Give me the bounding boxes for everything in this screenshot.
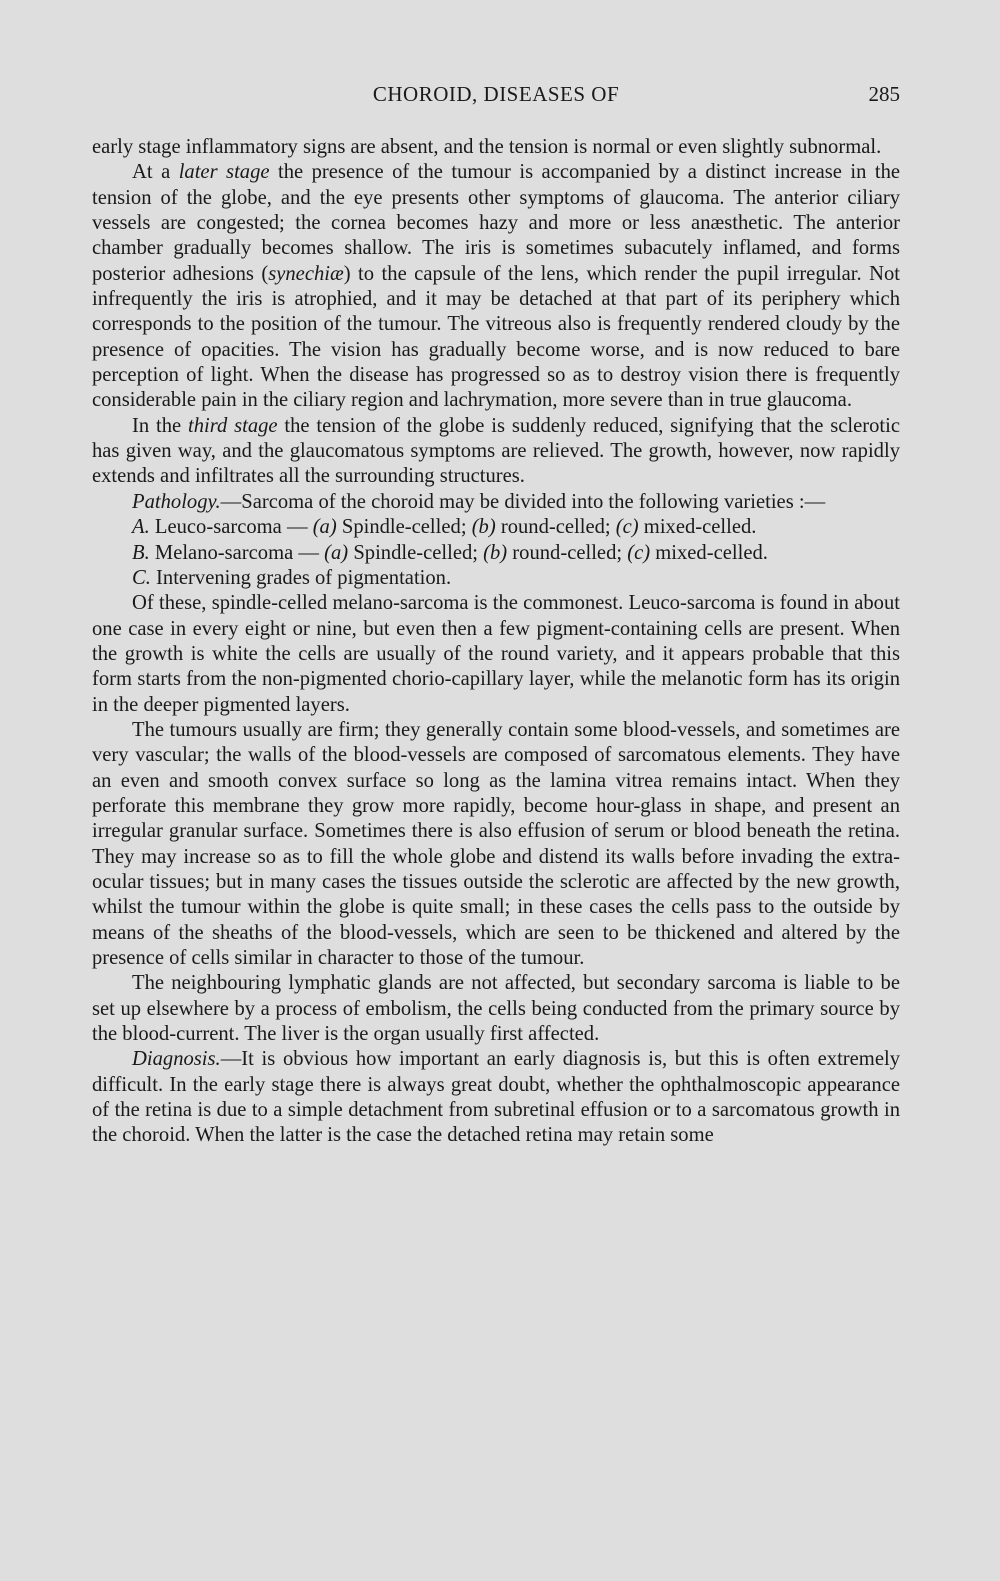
paragraph-diagnosis (92, 1047, 900, 1148)
text-span: the tension of the globe is suddenly reduced, signifying that the sclerotic has given way, and the glaucomatous symptoms are relieved. The growth, however, now rapidly extends and infiltrates all the surrounding structures. (92, 414, 900, 488)
text-span: At a (132, 161, 179, 184)
italic-term: third stage (187, 414, 278, 437)
page-number: 285 (868, 82, 900, 106)
section-heading: Pathology. (132, 490, 221, 513)
list-marker: C. (132, 566, 151, 589)
section-heading: Diagnosis. (132, 1048, 221, 1071)
variety-c (92, 566, 900, 591)
italic-term: synechiæ (268, 262, 344, 285)
sub-marker: (c) (615, 516, 639, 539)
text-span: —Sarcoma of the choroid may be divided into the following varieties :— (220, 490, 826, 513)
text-span: the presence of the tumour is accompanied by a distinct increase in the tension of the globe, and the eye presents other symptoms of glaucoma. The anterior ciliary vessels are congested; the cornea becomes hazy and more or less anæsthetic. The anterior chamber gradually becomes shallow. The iris is sometimes subacutely inflamed, and forms posterior adhesions ( (92, 161, 901, 285)
text-span: mixed-celled. (650, 541, 768, 564)
text-span: Spindle-celled; (348, 541, 484, 564)
sub-marker: (c) (627, 541, 651, 564)
paragraph-1: early stage inflammatory signs are absent, and the tension is normal or even slightly subnormal. (92, 136, 882, 158)
text-span: —It is obvious how important an early diagnosis is, but this is often extremely difficult. In the early stage there is always great doubt, whether the ophthalmoscopic appearance of the retina is due to a simple detachment from subretinal effusion or to a sarcomatous growth in the choroid. When the latter is the case the detached retina may retain some (92, 1048, 900, 1147)
italic-term: later stage (178, 161, 270, 184)
body-text (92, 135, 900, 1149)
paragraph-lymphatic: The neighbouring lymphatic glands are not affected, but secondary sarcoma is liable to be set up elsewhere by a process of embolism, the cells being conducted from the primary source by the blood-current. The liver is the organ usually first affected. (92, 972, 900, 1046)
sub-marker: (a) (312, 516, 337, 539)
paragraph-later-stage (92, 160, 900, 413)
list-marker: B. (132, 541, 150, 564)
text-span: Leuco-sarcoma — (149, 516, 313, 539)
page-header (92, 82, 900, 114)
paragraph-tumours: The tumours usually are firm; they generally contain some blood-vessels, and sometimes are very vascular; the walls of the blood-vessels are composed of sarcomatous elements. They have an even and smooth convex surface so long as the lamina vitrea remains intact. When they perforate this membrane they grow more rapidly, become hour-glass in shape, and present an irregular granular surface. Sometimes there is also effusion of serum or blood beneath the retina. They may increase so as to fill the whole globe and distend its walls before invading the extra-ocular tissues; but in many cases the tissues outside the sclerotic are affected by the new growth, whilst the tumour within the globe is quite small; in these cases the cells pass to the outside by means of the sheaths of the blood-vessels, which are seen to be thickened and altered by the presence of cells similar in character to those of the tumour. (92, 718, 900, 969)
paragraph-pathology (92, 490, 900, 515)
variety-b (92, 541, 900, 566)
text-span: Melano-sarcoma — (149, 541, 325, 564)
text-span: Intervening grades of pigmentation. (150, 566, 452, 589)
running-title: CHOROID, DISEASES OF (372, 82, 620, 106)
paragraph-third-stage (92, 414, 900, 490)
text-span: Spindle-celled; (336, 516, 472, 539)
text-span: mixed-celled. (638, 516, 757, 539)
sub-marker: (b) (483, 541, 508, 564)
sub-marker: (b) (471, 516, 496, 539)
variety-a (92, 515, 900, 540)
paragraph-commonest: Of these, spindle-celled melano-sarcoma is the commonest. Leuco-sarcoma is found in about one case in every eight or nine, but even then a few pigment-containing cells are present. When the growth is white the cells are usually of the round variety, and it appears probable that this form starts from the non-pigmented chorio-capillary layer, while the melanotic form has its origin in the deeper pigmented layers. (92, 592, 900, 716)
text-span: round-celled; (495, 516, 616, 539)
text-span: ) to the capsule of the lens, which render the pupil irregular. Not infrequently the iris is atrophied, and it may be detached at that part of its periphery which corresponds to the position of the tumour. The vitreous also is frequently rendered cloudy by the presence of opacities. The vision has gradually become worse, and is now reduced to bare perception of light. When the disease has progressed so as to destroy vision there is frequently considerable pain in the ciliary region and lachrymation, more severe than in true glaucoma. (92, 262, 900, 412)
text-span: In the (132, 414, 188, 437)
list-marker: A. (132, 516, 150, 539)
text-span: round-celled; (507, 541, 628, 564)
sub-marker: (a) (324, 541, 349, 564)
